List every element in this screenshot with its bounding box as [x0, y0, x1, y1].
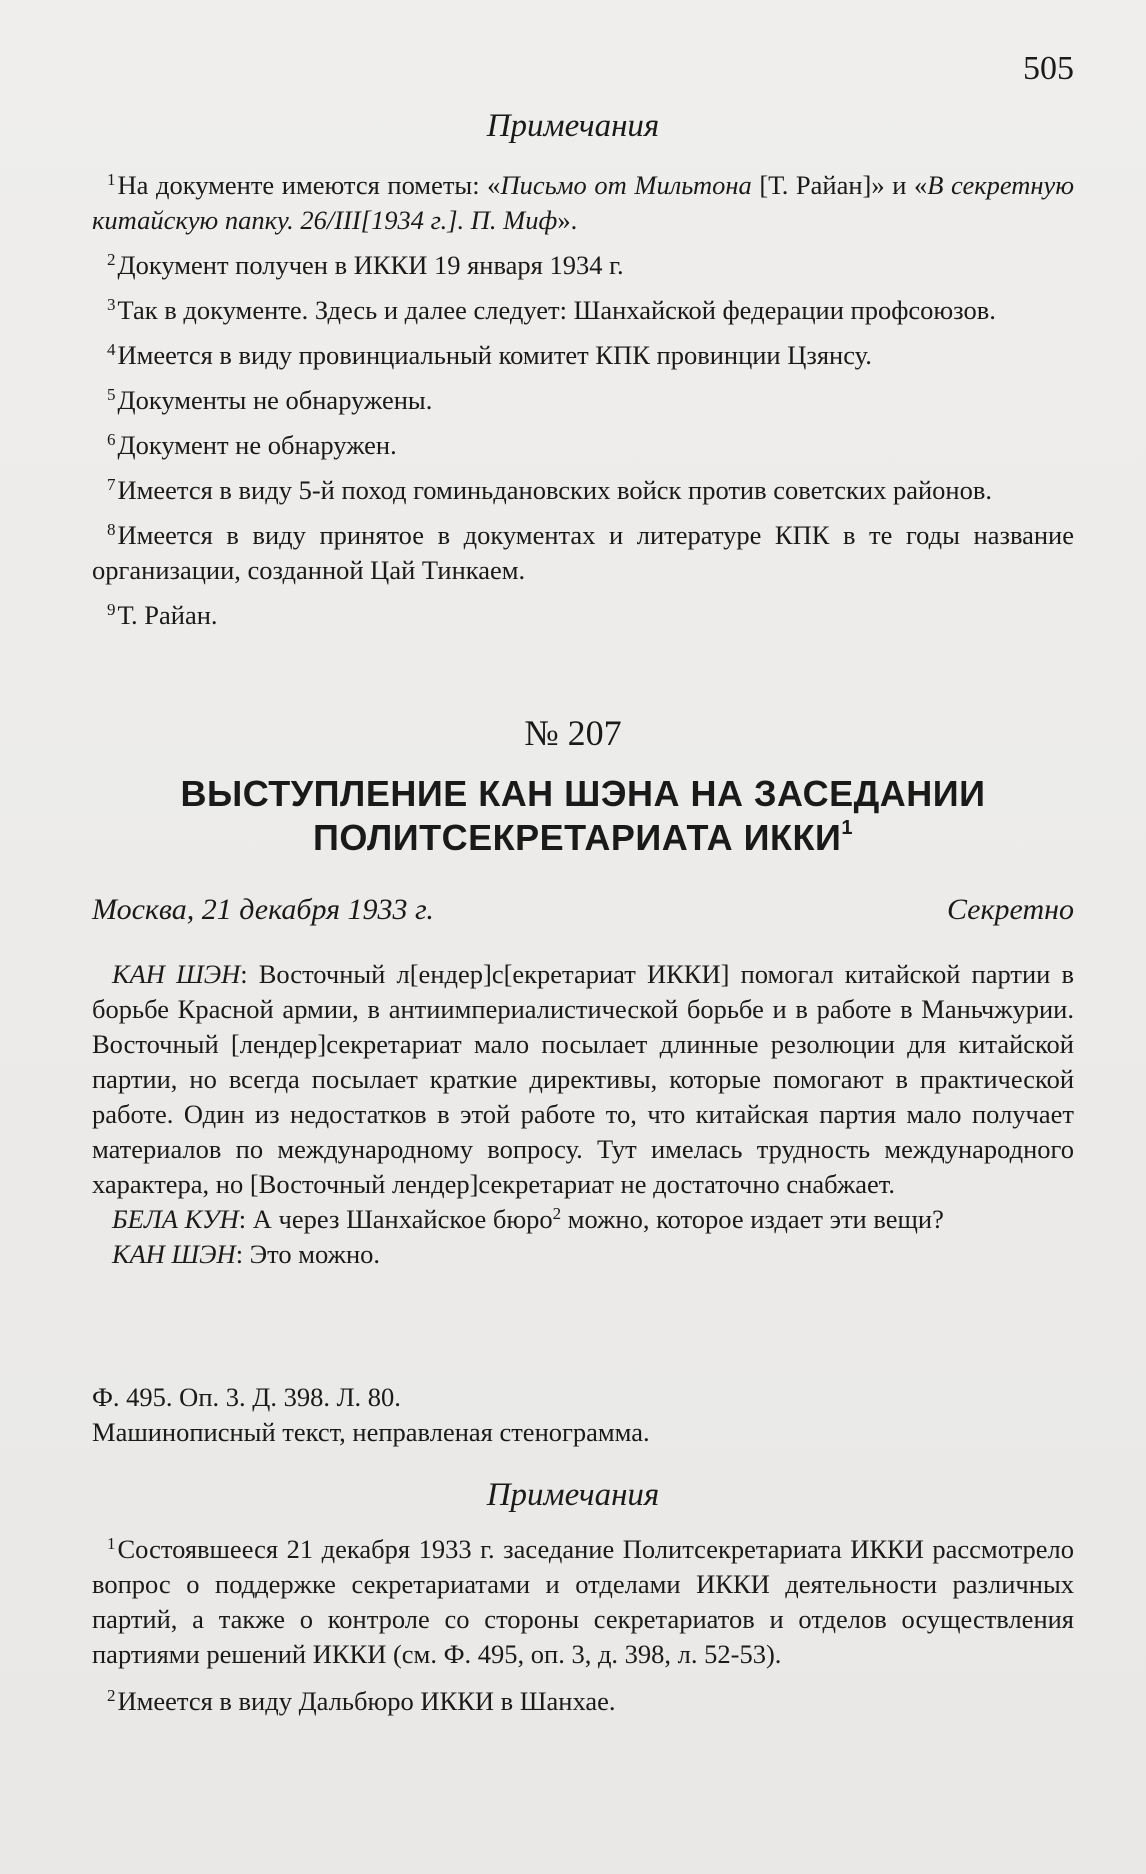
footnote-number: 2 — [107, 250, 116, 269]
footnote — [92, 383, 1074, 418]
speech-text: : Это можно. — [235, 1239, 381, 1269]
footnote — [92, 293, 1074, 328]
footnote-number: 6 — [107, 430, 116, 449]
speech-paragraph — [92, 1202, 1074, 1237]
document-number: № 207 — [524, 713, 622, 753]
speaker-name: КАН ШЭН — [112, 959, 241, 989]
footnote-text: Документы не обнаружены. — [117, 385, 433, 415]
footnote-number: 4 — [107, 340, 116, 359]
footnote-text: Имеется в виду провинциальный комитет КПК провинции Цзянсу. — [117, 340, 872, 370]
title-line-2-wrap — [92, 816, 1074, 860]
footnote — [92, 338, 1074, 373]
footnote-text: [Т. Райан]» и « — [751, 170, 928, 200]
footnote — [92, 1684, 1074, 1719]
document-title — [92, 772, 1074, 860]
classification: Секретно — [946, 893, 1074, 926]
speaker-name: КАН ШЭН — [112, 1239, 236, 1269]
footnote-text: Состоявшееся 21 декабря 1933 г. заседание Политсекретариата ИККИ рассмотрело вопрос о поддержке секретариатами и отделами ИККИ деятельности различных партий, а также о контроле со стороны секретариатов и отделов осуществления партиями решений ИККИ (см. Ф. 495, оп. 3, д. 398, л. 52-53). — [92, 1534, 1074, 1669]
title-line-1: ВЫСТУПЛЕНИЕ КАН ШЭНА НА ЗАСЕДАНИИ — [180, 773, 986, 814]
speech-text: можно, которое издает эти вещи? — [561, 1204, 944, 1234]
page-number: 505 — [1023, 50, 1074, 87]
source-reference: Ф. 495. Оп. 3. Д. 398. Л. 80. — [92, 1382, 401, 1412]
title-footnote-ref: 1 — [841, 817, 853, 839]
notes-list-2 — [92, 1532, 1074, 1731]
footnote-text: Документ не обнаружен. — [117, 430, 397, 460]
notes-heading-2: Примечания — [486, 1477, 660, 1513]
footnote-number: 7 — [107, 475, 116, 494]
document-body — [92, 957, 1074, 1272]
footnote-number: 1 — [107, 1534, 116, 1553]
footnote — [92, 598, 1074, 633]
place-date: Москва, 21 декабря 1933 г. — [92, 893, 434, 926]
footnote-text: Т. Райан. — [117, 600, 218, 630]
footnote — [92, 168, 1074, 238]
speech-paragraph — [92, 957, 1074, 1202]
speech-paragraph — [92, 1237, 1074, 1272]
notes-heading-1: Примечания — [486, 108, 660, 144]
footnote-text: Имеется в виду 5-й поход гоминьдановских войск против советских районов. — [117, 475, 992, 505]
footnote — [92, 1532, 1074, 1672]
footnote-ref: 2 — [552, 1204, 562, 1223]
footnote-text: Имеется в виду принятое в документах и литературе КПК в те годы название организации, созданной Цай Тинкаем. — [92, 520, 1074, 585]
speech-text: : Восточный л[ендер]с[екретариат ИККИ] помогал китайской партии в борьбе Красной армии, в антиимпериалистической борьбе и в работе в Маньчжурии. Восточный [лендер]секретариат мало посылает длинные резолюции для китайской партии, но всегда посылает краткие директивы, которые помогают в практической работе. Один из недостатков в этой работе то, что китайская партия мало получает материалов по международному вопросу. Тут имелась трудность международного характера, но [Восточный лендер]секретариат не достаточно снабжает. — [92, 959, 1074, 1199]
footnote — [92, 473, 1074, 508]
footnote — [92, 518, 1074, 588]
footnote-quoted-text: В секретную китайскую папку. 26/III[1934 г.]. П. Миф — [92, 170, 1075, 235]
notes-list-1 — [92, 168, 1074, 643]
footnote-number: 1 — [107, 170, 116, 189]
footnote-text: На документе имеются пометы: « — [117, 170, 501, 200]
speaker-name: БЕЛА КУН — [112, 1204, 239, 1234]
speech-text: : А через Шанхайское бюро — [238, 1204, 553, 1234]
title-line-2: ПОЛИТСЕКРЕТАРИАТА ИККИ — [313, 817, 842, 858]
footnote-quoted-text: Письмо от Мильтона — [500, 170, 752, 200]
footnote-text: Так в документе. Здесь и далее следует: Шанхайской федерации профсоюзов. — [117, 295, 996, 325]
footnote-number: 5 — [107, 385, 116, 404]
footnote-text: Документ получен в ИККИ 19 января 1934 г. — [117, 250, 624, 280]
dateline — [92, 893, 1074, 927]
source-description: Машинописный текст, неправленая стенограмма. — [92, 1417, 650, 1447]
footnote-text: Имеется в виду Дальбюро ИККИ в Шанхае. — [117, 1686, 616, 1716]
footnote — [92, 428, 1074, 463]
footnote-text: ». — [557, 205, 578, 235]
footnote — [92, 248, 1074, 283]
footnote-number: 3 — [107, 295, 116, 314]
archival-source — [92, 1380, 1074, 1450]
footnote-number: 8 — [107, 520, 116, 539]
footnote-number: 2 — [107, 1686, 116, 1705]
footnote-number: 9 — [107, 600, 116, 619]
